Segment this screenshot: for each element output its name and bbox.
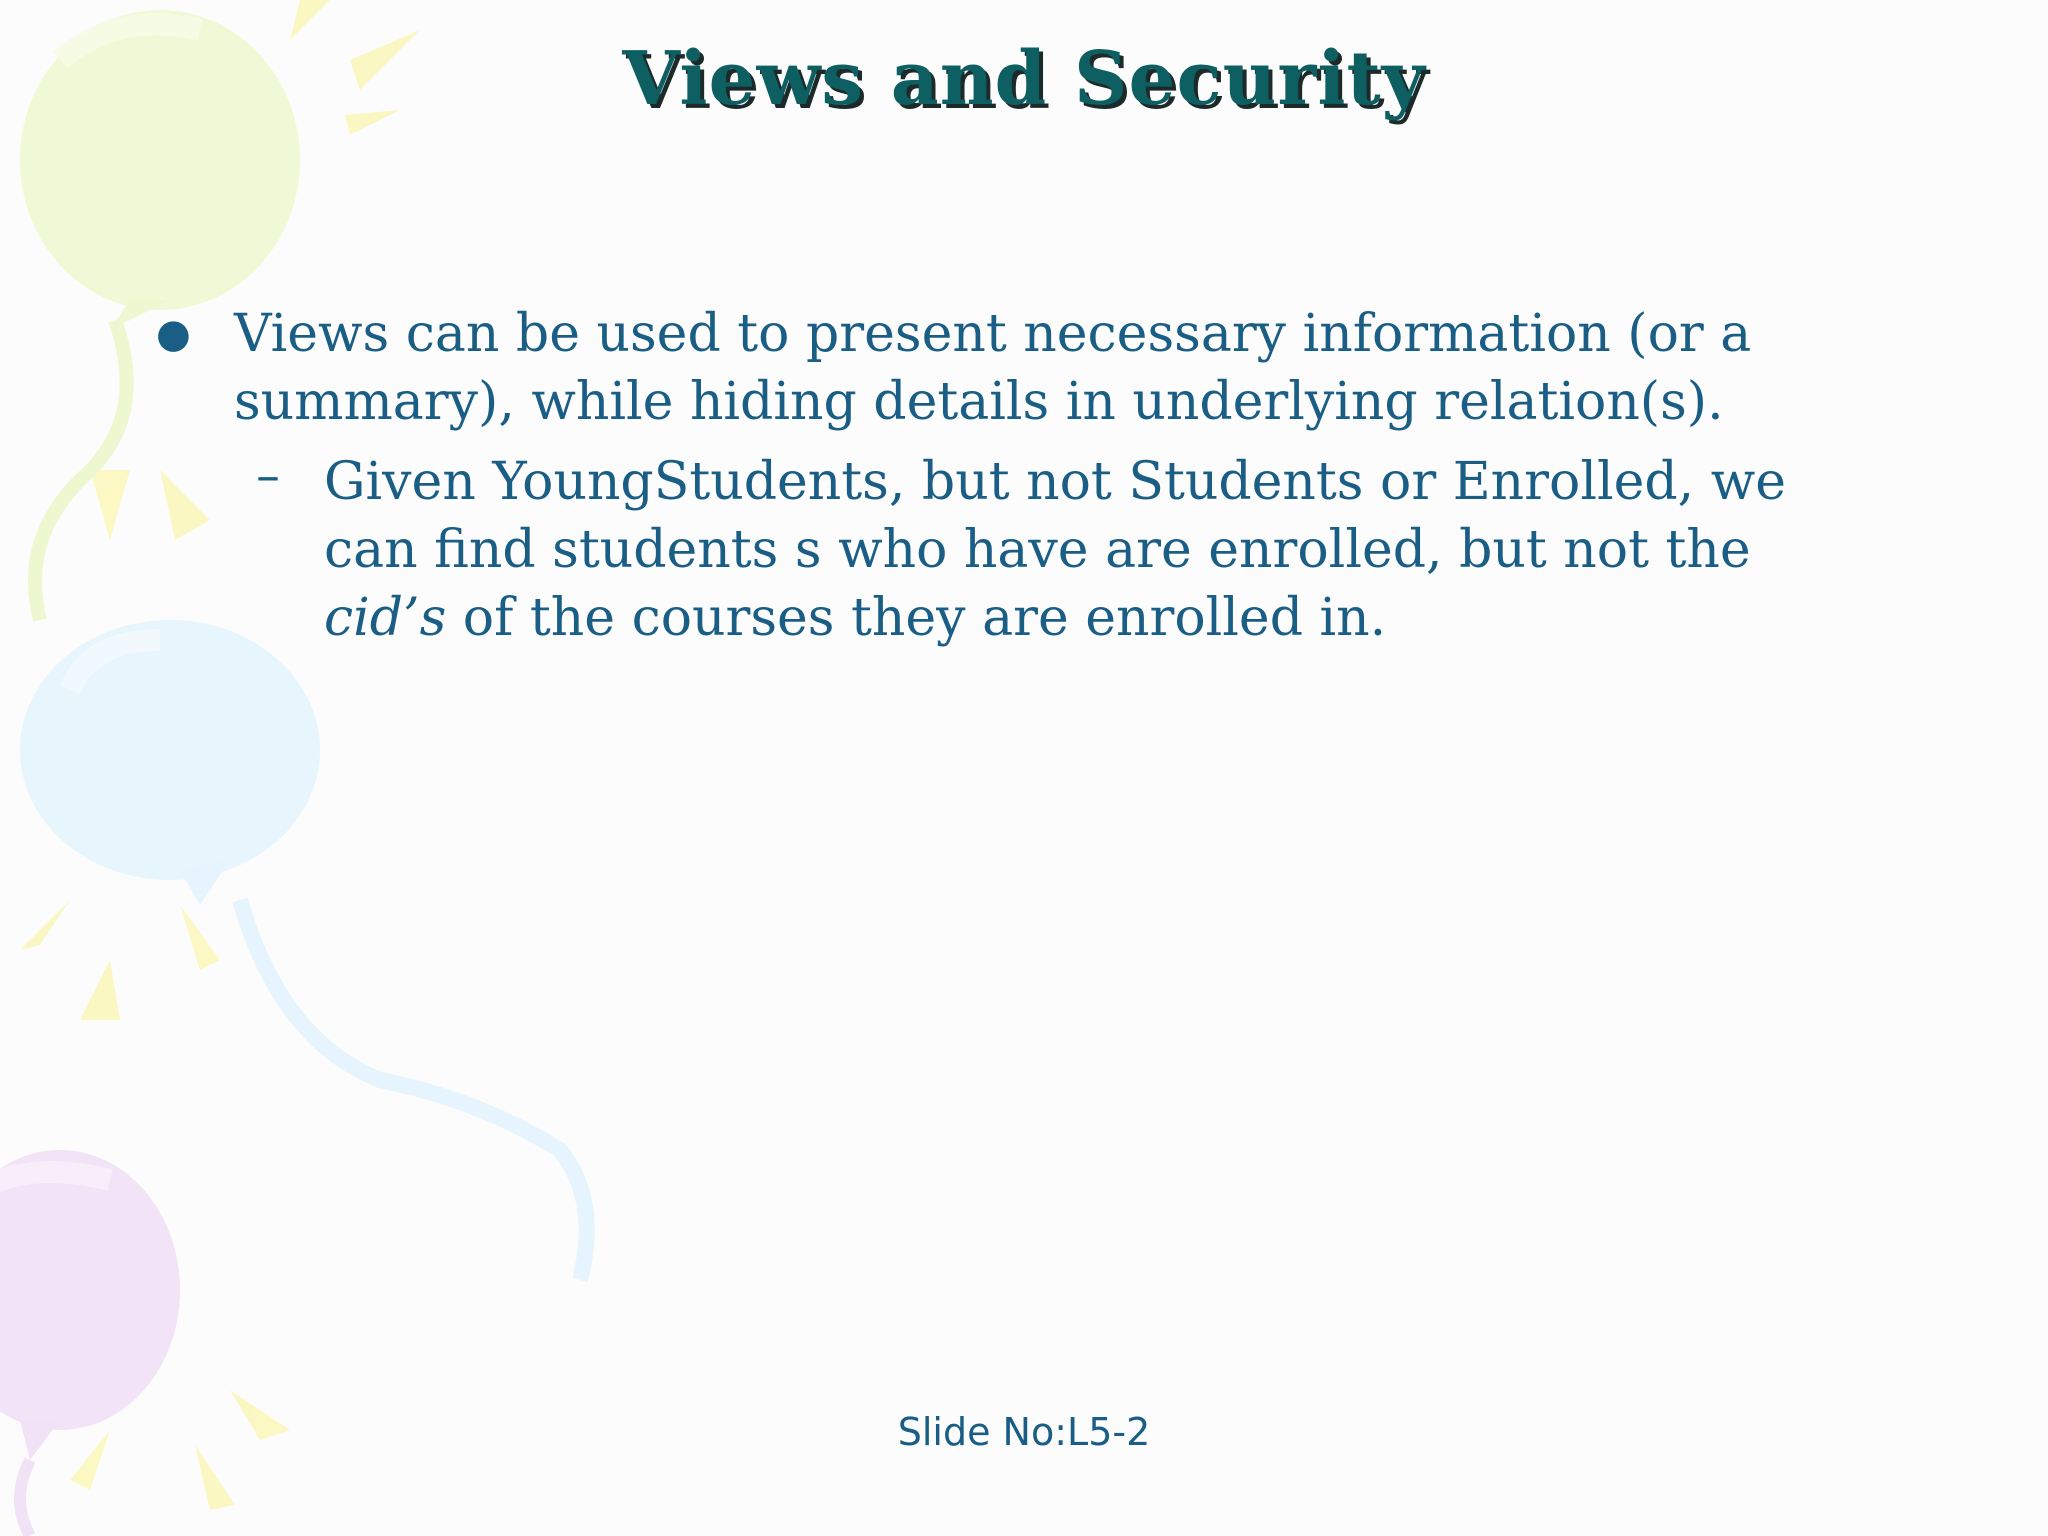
slide-number: Slide No:L5-2 — [897, 1410, 1151, 1454]
dash-icon: – — [256, 448, 280, 504]
bullet-dot-icon: ● — [156, 311, 191, 357]
sub-bullet-text-before: Given YoungStudents, but not Students or Enrolled, we can find students s who have are enrolled, but not the — [324, 452, 1786, 580]
bullet-item — [150, 300, 1870, 436]
sub-bullet-item — [150, 448, 1870, 652]
slide-title: Views and Security — [622, 36, 1426, 122]
slide-body — [150, 300, 1870, 652]
sub-bullet-text-after: of the courses they are enrolled in. — [446, 588, 1387, 648]
bullet-text: Views can be used to present necessary information (or a summary), while hiding details in underlying relation(s). — [234, 304, 1752, 432]
sub-bullet-text-italic: cid’s — [324, 588, 447, 648]
